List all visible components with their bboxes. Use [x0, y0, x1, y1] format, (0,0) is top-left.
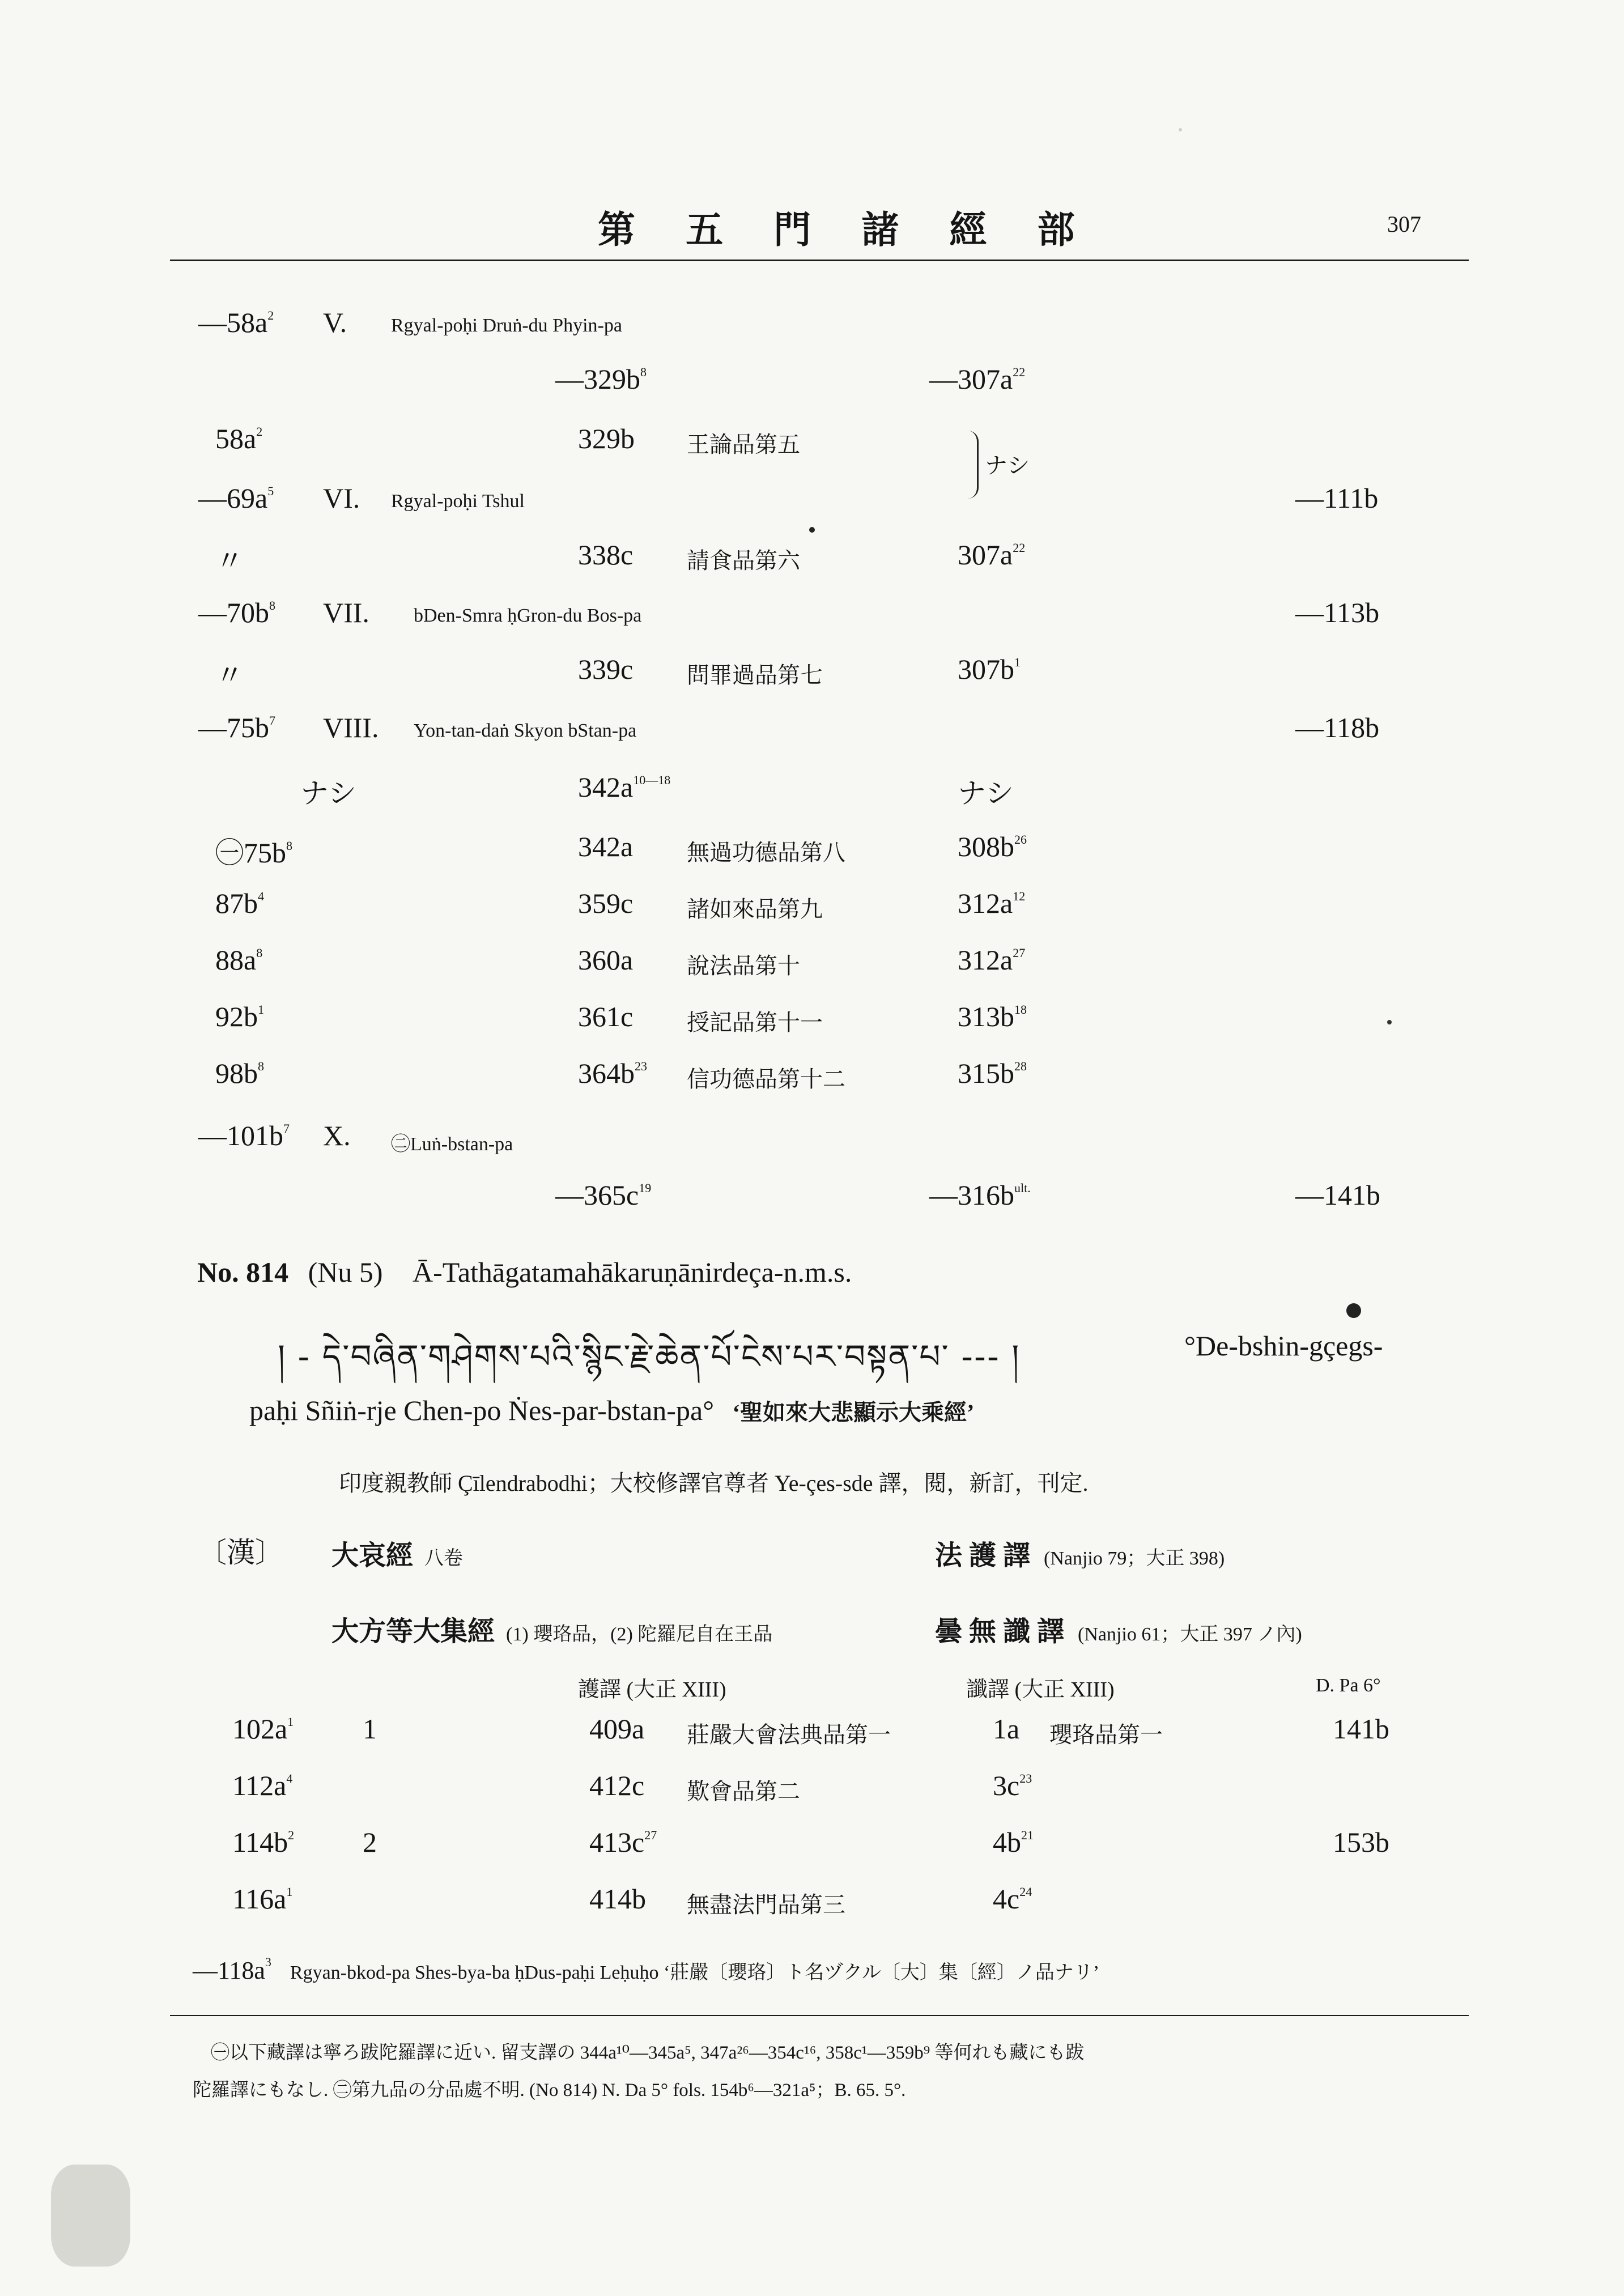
row-folio [198, 482, 274, 515]
row-folio-value: —69a [198, 482, 268, 514]
table-row-hu-ref-value: 413c [589, 1826, 645, 1858]
han2-parts: (1) 瓔珞品，(2) 陀羅尼自在王品 [506, 1624, 773, 1645]
table-row-folio-superscript: 4 [286, 1771, 293, 1785]
row-taisho-ref [578, 1000, 633, 1033]
table-row-chen-ref-value: 4b [993, 1826, 1021, 1858]
row-folio [198, 711, 275, 744]
table-row-hu-ref-superscript: 27 [644, 1828, 657, 1842]
row-folio [300, 771, 356, 811]
row-taisho-ref-value: 361c [578, 1001, 634, 1032]
row-folio [215, 1057, 264, 1090]
row-derge-folio: —118b [1295, 712, 1380, 743]
row-second-ref-superscript: 27 [1013, 946, 1026, 960]
table-row-section: 2 [363, 1826, 377, 1858]
table-row-chen-ref [993, 1826, 1034, 1859]
table-row-chen-ref [993, 1712, 1019, 1745]
table-row-hu-ref [589, 1712, 644, 1745]
table-row-hu-ref [589, 1882, 646, 1915]
row-folio-superscript: 2 [267, 308, 274, 322]
row-chinese-chapter: 諸如來品第九 [687, 896, 823, 922]
scan-speck [1387, 1020, 1392, 1024]
table-row-hu-ref-value: 412c [589, 1770, 645, 1801]
row-chinese-chapter: 信功德品第十二 [687, 1066, 845, 1092]
row-folio-superscript: 8 [269, 598, 275, 613]
footnote-line-1: ㊀以下藏譯は寧ろ跋陀羅譯に近い. 留支譯の 344a¹⁰—345a⁵, 347a²⁶—354c¹⁶, 358c¹—359b⁹ 等何れも藏にも跋 [211, 2043, 1085, 2063]
row-second-ref [958, 538, 1025, 571]
row-taisho-ref-superscript: 23 [635, 1059, 647, 1073]
row-second-ref [929, 363, 1025, 396]
col-header-chen: 讖譯 (大正 XIII) [966, 1678, 1115, 1702]
row-taisho-ref-value: 360a [578, 944, 634, 976]
table-row-hu-ref-value: 409a [589, 1713, 645, 1745]
table-row-section: 1 [363, 1713, 377, 1745]
row-folio-superscript: 1 [258, 1002, 264, 1017]
row-taisho-ref-value: 342a [578, 771, 634, 803]
row-second-ref-superscript: 12 [1013, 889, 1026, 903]
row-second-ref-value: 308b [958, 831, 1014, 862]
row-tibetan-chapter-title: Rgyal-poḥi Druṅ-du Phyin-pa [391, 315, 622, 336]
row-chapter-numeral: VII. [323, 597, 369, 628]
row-taisho-ref [578, 887, 633, 920]
han1-translator: 法 護 譯 [935, 1541, 1031, 1571]
entry-paren: (Nu 5) [308, 1256, 383, 1288]
row-folio-superscript: 7 [283, 1121, 290, 1136]
han-label: 〔漢〕 [198, 1537, 283, 1568]
table-row-chen-ref-superscript: 21 [1021, 1828, 1034, 1842]
scan-speck [809, 527, 815, 533]
row-folio [198, 1119, 290, 1152]
tibetan-title: ། - དེ་བཞིན་གཤེགས་པའི་སྙིང་རྗེ་ཆེན་པོ་ངེས་པར་བསྟན་པ་ --- ། [278, 1337, 1021, 1376]
row-derge-folio: —111b [1295, 482, 1379, 514]
table-row-chen-ref [993, 1769, 1032, 1802]
row-derge-folio: —141b [1295, 1179, 1380, 1211]
row-tibetan-chapter-title: Rgyal-poḥi Tshul [391, 491, 525, 512]
row-second-ref-value: —316b [929, 1179, 1014, 1211]
row-folio-superscript: 8 [258, 1059, 264, 1073]
row-folio-value: 87b [215, 887, 258, 919]
translators-line: 印度親教師 Çīlendrabodhi；大校修譯官尊者 Ye-çes-sde 譯，閱，新訂，刊定. [339, 1470, 1089, 1496]
row-chinese-chapter: 問罪過品第七 [687, 662, 823, 688]
row-folio-value: —58a [198, 307, 268, 338]
row-second-ref [958, 653, 1021, 686]
page-number: 307 [1387, 211, 1421, 237]
row-chapter-numeral: V. [323, 307, 347, 338]
han1-translator-block [935, 1533, 1225, 1572]
row-second-ref-value: —307a [929, 363, 1013, 395]
last-line-folio: —118a [193, 1957, 265, 1984]
row-second-ref-superscript: 22 [1013, 541, 1026, 555]
han2-reference: (Nanjio 61；大正 397 ノ內) [1078, 1624, 1302, 1645]
cjk-title: ‘聖如來大悲顯示大乘經’ [732, 1400, 975, 1425]
han1-block [331, 1533, 463, 1572]
row-folio-superscript: 4 [258, 889, 264, 903]
row-chinese-chapter: 請食品第六 [687, 548, 800, 573]
row-second-ref [929, 1179, 1031, 1211]
row-taisho-ref [578, 771, 670, 803]
scan-speck [1179, 128, 1182, 131]
table-row-chen-ref [993, 1882, 1032, 1915]
table-row-folio [232, 1712, 294, 1745]
table-row-chen-ref-value: 4c [993, 1883, 1020, 1915]
table-row-folio-value: 102a [232, 1713, 288, 1745]
row-folio-value: 〃 [215, 545, 244, 577]
row-second-ref-value: 307a [958, 539, 1013, 571]
entry-number: No. 814 [197, 1256, 289, 1288]
han2-translator: 曇 無 讖 譯 [935, 1617, 1065, 1647]
row-folio-superscript: 8 [286, 839, 292, 853]
row-second-ref [958, 887, 1025, 920]
romanized-title-2-text: paḥi Sñiṅ-rje Chen-po Ṅes-par-bstan-pa° [249, 1394, 715, 1426]
row-folio-superscript: 2 [256, 424, 263, 439]
row-taisho-ref-superscript: 10—18 [633, 773, 671, 787]
row-second-ref [958, 830, 1027, 863]
row-second-ref-value: 307b [958, 653, 1014, 685]
row-tibetan-chapter-title: bDen-Smra ḥGron-du Bos-pa [414, 605, 642, 626]
row-taisho-ref [578, 653, 633, 686]
row-second-ref [958, 1000, 1027, 1033]
table-row-folio [232, 1882, 292, 1915]
header-rule [170, 260, 1469, 261]
row-folio [215, 1000, 264, 1033]
han2-block [331, 1609, 772, 1648]
row-second-ref-superscript: 18 [1014, 1002, 1027, 1017]
row-chapter-numeral: X. [323, 1120, 351, 1151]
row-taisho-ref-value: 342a [578, 831, 634, 862]
table-row-chen-chapter: 瓔珞品第一 [1049, 1722, 1163, 1747]
row-second-ref-value: 315b [958, 1057, 1014, 1089]
table-row-folio [232, 1826, 294, 1859]
row-folio [215, 422, 262, 455]
row-folio-value: 〃 [215, 660, 244, 691]
table-row-chen-ref-superscript: 24 [1019, 1885, 1032, 1899]
table-row-hu-ref-value: 414b [589, 1883, 646, 1915]
table-row-derge: 153b [1333, 1826, 1389, 1858]
row-folio [215, 887, 264, 920]
han1-volumes: 八卷 [424, 1548, 464, 1569]
row-chapter-numeral: VIII. [323, 712, 379, 743]
table-row-hu-chapter: 無盡法門品第三 [687, 1892, 845, 1917]
row-folio-value: ナシ [300, 777, 356, 809]
row-second-ref-superscript: 1 [1014, 655, 1021, 669]
row-chinese-chapter: 無過功德品第八 [687, 840, 845, 865]
row-taisho-ref [578, 943, 633, 976]
table-row-folio-superscript: 1 [286, 1885, 293, 1899]
row-taisho-ref-value: —365c [555, 1179, 639, 1211]
row-taisho-ref [578, 830, 633, 863]
row-taisho-ref [555, 1179, 651, 1211]
table-row-folio [232, 1769, 292, 1802]
row-folio [215, 943, 262, 976]
last-line-folio-sup: 3 [265, 1955, 271, 1969]
row-folio [215, 830, 292, 871]
row-folio-value: —70b [198, 597, 269, 628]
table-row-folio-value: 112a [232, 1770, 287, 1801]
table-row-folio-value: 114b [232, 1826, 288, 1858]
row-second-ref-superscript: 26 [1014, 832, 1027, 847]
row-taisho-ref-value: 359c [578, 887, 634, 919]
brace-mark [968, 431, 979, 499]
row-second-ref-superscript: 22 [1013, 365, 1026, 379]
row-taisho-ref-value: 329b [578, 423, 635, 454]
row-taisho-ref-value: 364b [578, 1057, 635, 1089]
footnote-line-2: 陀羅譯にもなし. ㊁第九品の分品處不明. (No 814) N. Da 5° fols. 154b⁶—321a⁵；B. 65. 5°. [193, 2080, 906, 2101]
row-taisho-ref-superscript: 19 [639, 1181, 652, 1195]
brace-note: ナシ [985, 453, 1030, 478]
table-row-hu-ref [589, 1826, 657, 1859]
row-second-ref-value: ナシ [958, 777, 1014, 809]
row-taisho-ref-superscript: 8 [640, 365, 647, 379]
scan-speck [1346, 1303, 1361, 1318]
row-second-ref-superscript: ult. [1014, 1181, 1031, 1195]
table-row-folio-value: 116a [232, 1883, 287, 1915]
row-folio [215, 653, 244, 694]
table-row-chen-ref-value: 1a [993, 1713, 1020, 1745]
table-row-hu-chapter: 歎會品第二 [687, 1779, 800, 1804]
row-second-ref-value: 313b [958, 1001, 1014, 1032]
row-folio [198, 596, 275, 629]
han2-translator-block [935, 1609, 1302, 1648]
row-derge-folio: —113b [1295, 597, 1380, 628]
row-chinese-chapter: 授記品第十一 [687, 1010, 823, 1035]
row-taisho-ref-value: —329b [555, 363, 640, 395]
han2-title: 大方等大集經 [331, 1617, 495, 1647]
row-folio-value: 58a [215, 423, 257, 454]
row-tibetan-chapter-title: ㊁Luṅ-bstan-pa [391, 1134, 513, 1155]
table-row-hu-chapter: 莊嚴大會法典品第一 [687, 1722, 891, 1747]
last-line [193, 1955, 1099, 1985]
row-taisho-ref [578, 1057, 647, 1090]
row-folio [215, 538, 244, 579]
running-header-title: 第 五 門 諸 經 部 [598, 210, 1095, 251]
han1-reference: (Nanjio 79；大正 398) [1044, 1548, 1225, 1569]
han1-title: 大哀經 [331, 1541, 414, 1571]
romanized-title-2 [249, 1394, 974, 1427]
row-second-ref-value: 312a [958, 944, 1013, 976]
row-taisho-ref [578, 538, 633, 571]
table-row-folio-superscript: 2 [288, 1828, 295, 1842]
table-row-chen-ref-superscript: 23 [1019, 1771, 1032, 1785]
footnote-rule [170, 2015, 1469, 2016]
row-folio-value: —75b [198, 712, 269, 743]
row-second-ref [958, 771, 1014, 811]
table-row-hu-ref [589, 1769, 644, 1802]
row-tibetan-chapter-title: Yon-tan-daṅ Skyon bStan-pa [414, 720, 637, 741]
row-chinese-chapter: 說法品第十 [687, 953, 800, 979]
last-line-text: Rgyan-bkod-pa Shes-bya-ba ḥDus-paḥi Leḥuḥo ‘莊嚴〔瓔珞〕ト名ヅクル〔大〕集〔經〕ノ品ナリ’ [290, 1962, 1100, 1983]
row-folio-value: —101b [198, 1120, 283, 1151]
row-second-ref [958, 1057, 1027, 1090]
row-second-ref [958, 943, 1025, 976]
row-folio-superscript: 5 [267, 484, 274, 498]
romanized-title-1: °De-bshin-gçegs- [1184, 1330, 1383, 1362]
row-taisho-ref [578, 422, 635, 455]
row-folio-value: 88a [215, 944, 257, 976]
entry-heading [197, 1256, 852, 1289]
scan-speck [51, 2165, 130, 2267]
row-folio-value: 98b [215, 1057, 258, 1089]
row-chinese-chapter: 王論品第五 [687, 432, 800, 457]
col-header-derge: D. Pa 6° [1316, 1675, 1381, 1696]
table-row-folio-superscript: 1 [287, 1715, 294, 1729]
row-folio-value: ㊀75b [215, 837, 286, 869]
row-chapter-numeral: VI. [323, 482, 360, 514]
row-folio-superscript: 7 [269, 713, 275, 728]
row-folio-value: 92b [215, 1001, 258, 1032]
row-taisho-ref [555, 363, 647, 396]
row-folio-superscript: 8 [256, 946, 263, 960]
table-row-derge: 141b [1333, 1713, 1389, 1745]
entry-sanskrit-title: Ā-Tathāgatamahākaruṇānirdeça-n.m.s. [413, 1256, 852, 1288]
row-taisho-ref-value: 339c [578, 653, 634, 685]
row-second-ref-value: 312a [958, 887, 1013, 919]
col-header-hu: 護譯 (大正 XIII) [578, 1678, 726, 1702]
table-row-chen-ref-value: 3c [993, 1770, 1020, 1801]
row-second-ref-superscript: 28 [1014, 1059, 1027, 1073]
row-folio [198, 306, 274, 339]
row-taisho-ref-value: 338c [578, 539, 634, 571]
